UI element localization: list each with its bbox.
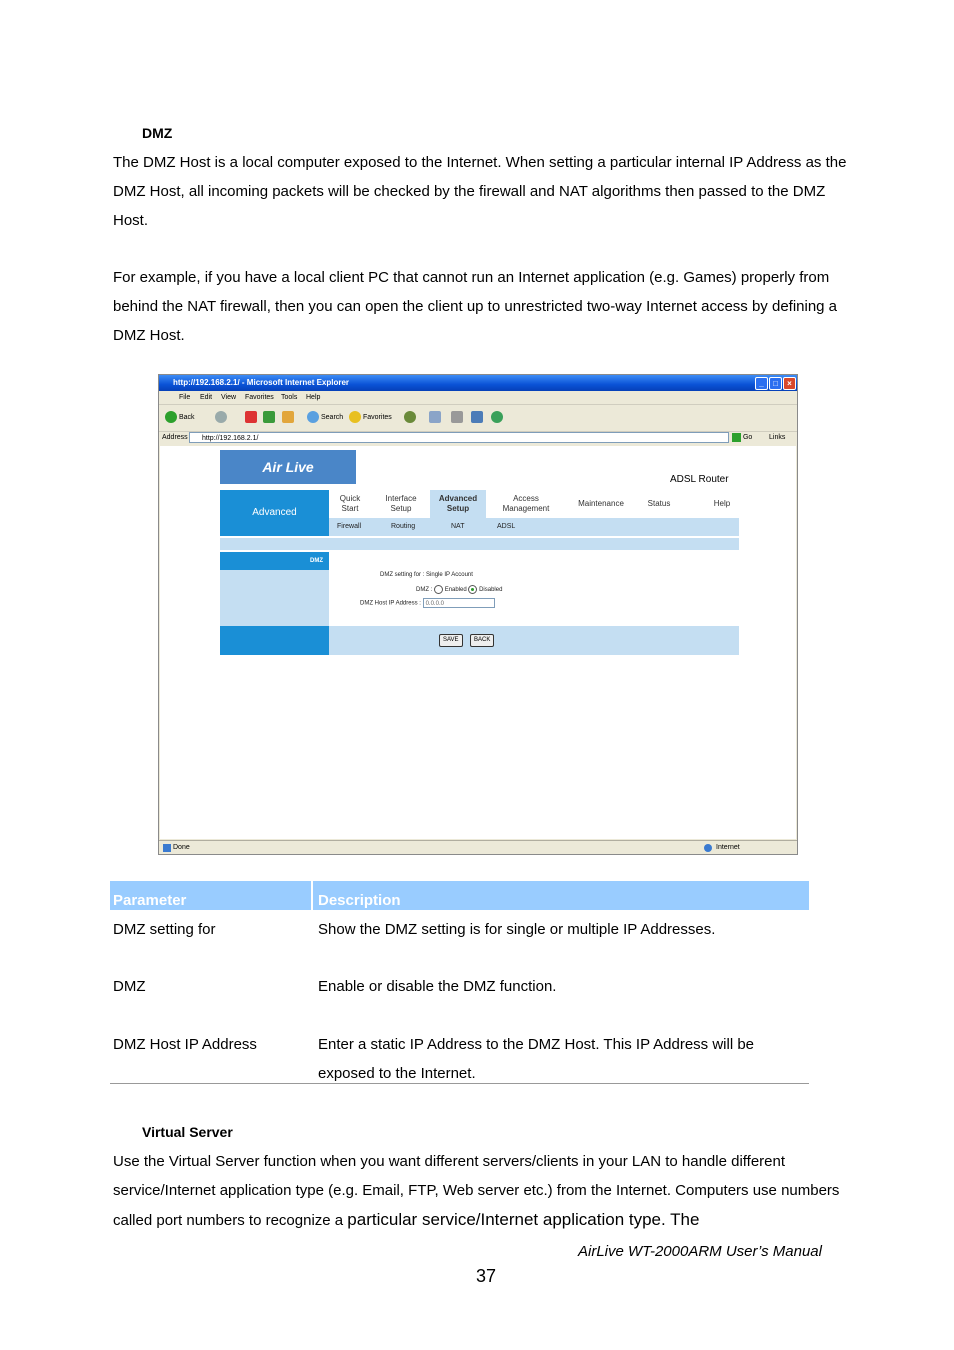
subnav-nat[interactable]: NAT	[451, 523, 465, 530]
search-button[interactable]: Search	[307, 411, 343, 423]
messenger-button[interactable]	[491, 411, 503, 423]
enabled-radio[interactable]	[434, 585, 443, 594]
refresh-icon	[263, 411, 275, 423]
edit-button[interactable]	[471, 411, 483, 423]
footer-left-block	[220, 626, 329, 655]
home-button[interactable]	[282, 411, 294, 423]
dmz-setting-row	[380, 572, 473, 578]
browser-screenshot	[158, 374, 798, 855]
refresh-button[interactable]	[263, 411, 275, 423]
window-title: http://192.168.2.1/ - Microsoft Internet Explorer	[173, 378, 350, 387]
menu-favorites[interactable]: Favorites	[245, 394, 274, 401]
status-text: Done	[173, 844, 190, 851]
menubar-items	[159, 391, 797, 404]
messenger-icon	[491, 411, 503, 423]
section-heading-virtual-server: Virtual Server	[142, 1124, 233, 1140]
separator-bar	[220, 538, 739, 550]
table-row-param: DMZ setting for	[113, 921, 216, 938]
nav-help[interactable]: Help	[713, 499, 731, 508]
nav-quick-start[interactable]: Quick Start	[339, 494, 361, 513]
star-icon	[349, 411, 361, 423]
history-icon	[404, 411, 416, 423]
links-label[interactable]: Links	[769, 434, 786, 441]
dmz-host-input[interactable]: 0.0.0.0	[423, 598, 495, 608]
subnav-routing[interactable]: Routing	[391, 523, 416, 530]
nav-interface-setup[interactable]: Interface Setup	[385, 494, 417, 513]
table-row-param: DMZ Host IP Address	[113, 1036, 257, 1053]
section-heading-dmz: DMZ	[142, 125, 173, 141]
print-button[interactable]	[451, 411, 463, 423]
th-description: Description	[318, 892, 401, 909]
table-row-param: DMZ	[113, 978, 146, 995]
back-button-router[interactable]: BACK	[470, 634, 494, 647]
dmz-toggle-row	[416, 585, 502, 594]
status-bar	[159, 840, 797, 855]
section-label: Advanced	[220, 490, 329, 536]
dmz-paragraph-2: For example, if you have a local client PC that cannot run an Internet application (e.g. Games) properly from behind the NAT firewall, then you can open the client up to unrestricted two-way Internet access by defining a DMZ Host.	[113, 269, 838, 344]
nav-maintenance[interactable]: Maintenance	[578, 499, 624, 508]
search-icon	[307, 411, 319, 423]
menu-view[interactable]: View	[221, 394, 237, 401]
home-icon	[282, 411, 294, 423]
subnav-firewall[interactable]: Firewall	[337, 523, 362, 530]
globe-icon	[704, 844, 712, 852]
window-titlebar	[159, 375, 797, 391]
disabled-label: Disabled	[479, 587, 503, 594]
product-name: ADSL Router	[670, 474, 729, 485]
dmz-label: DMZ :	[416, 587, 433, 594]
dmz-setting-label: DMZ setting for :	[380, 572, 425, 578]
dmz-host-row	[360, 598, 495, 608]
panel-label: DMZ	[220, 552, 329, 570]
page-number: 37	[476, 1266, 497, 1286]
page-icon	[163, 844, 171, 852]
dmz-paragraph-1: The DMZ Host is a local computer exposed to the Internet. When setting a particular internal IP Address as the DMZ Host, all incoming packets will be checked by the firewall and NAT algorithms then passed to the DMZ Host.	[113, 154, 847, 229]
menu-help[interactable]: Help	[306, 394, 321, 401]
save-button[interactable]: SAVE	[439, 634, 463, 647]
panel-side	[220, 570, 329, 626]
virtual-server-paragraph: Use the Virtual Server function when you want different servers/clients in your LAN to handle different service/Internet application type (e.g. Email, FTP, Web server etc.) from the Internet. Computers use numbers called port numbers to recognize a particular service/Internet application type. The	[113, 1153, 840, 1229]
airlive-logo: Air Live	[220, 450, 356, 484]
maximize-icon[interactable]: □	[769, 377, 782, 390]
forward-arrow-icon	[215, 411, 227, 423]
nav-status[interactable]: Status	[647, 499, 671, 508]
address-label: Address	[162, 434, 188, 441]
nav-access-management[interactable]: Access Management	[502, 494, 550, 513]
address-bar	[159, 431, 797, 445]
sub-nav	[329, 518, 739, 536]
subnav-adsl[interactable]: ADSL	[497, 523, 516, 530]
disabled-radio[interactable]	[468, 585, 477, 594]
footer-bar	[329, 626, 739, 655]
table-row-desc: Enter a static IP Address to the DMZ Host. This IP Address will be exposed to the Internet.	[318, 1036, 755, 1082]
menu-edit[interactable]: Edit	[200, 394, 213, 401]
zone-text: Internet	[716, 844, 740, 851]
go-button[interactable]: Go	[732, 431, 752, 445]
table-header	[110, 881, 809, 910]
back-arrow-icon	[165, 411, 177, 423]
minimize-icon[interactable]: _	[755, 377, 768, 390]
toolbar	[159, 405, 797, 432]
go-arrow-icon	[732, 433, 741, 442]
table-row-desc: Show the DMZ setting is for single or multiple IP Addresses.	[318, 921, 716, 938]
page-content	[160, 446, 796, 839]
table-row-desc: Enable or disable the DMZ function.	[318, 978, 557, 995]
th-parameter: Parameter	[113, 892, 187, 909]
dmz-setting-value: Single IP Account	[426, 572, 473, 578]
history-button[interactable]	[404, 411, 416, 423]
printer-icon	[451, 411, 463, 423]
close-icon[interactable]: ×	[783, 377, 796, 390]
forward-button[interactable]	[215, 411, 227, 423]
mail-icon	[429, 411, 441, 423]
enabled-label: Enabled	[444, 587, 467, 594]
menu-file[interactable]: File	[179, 394, 191, 401]
manual-title: AirLive WT-2000ARM User’s Manual	[578, 1243, 822, 1260]
back-button[interactable]: Back	[165, 411, 195, 423]
table-bottom-rule	[110, 1083, 809, 1084]
edit-icon	[471, 411, 483, 423]
dmz-host-label: DMZ Host IP Address :	[360, 600, 421, 607]
menu-tools[interactable]: Tools	[281, 394, 298, 401]
stop-icon	[245, 411, 257, 423]
favorites-button[interactable]: Favorites	[349, 411, 392, 423]
main-nav	[329, 490, 739, 518]
mail-button[interactable]	[429, 411, 441, 423]
address-input[interactable]: http://192.168.2.1/	[189, 432, 729, 443]
stop-button[interactable]	[245, 411, 257, 423]
nav-advanced-setup[interactable]: Advanced Setup	[430, 490, 486, 518]
